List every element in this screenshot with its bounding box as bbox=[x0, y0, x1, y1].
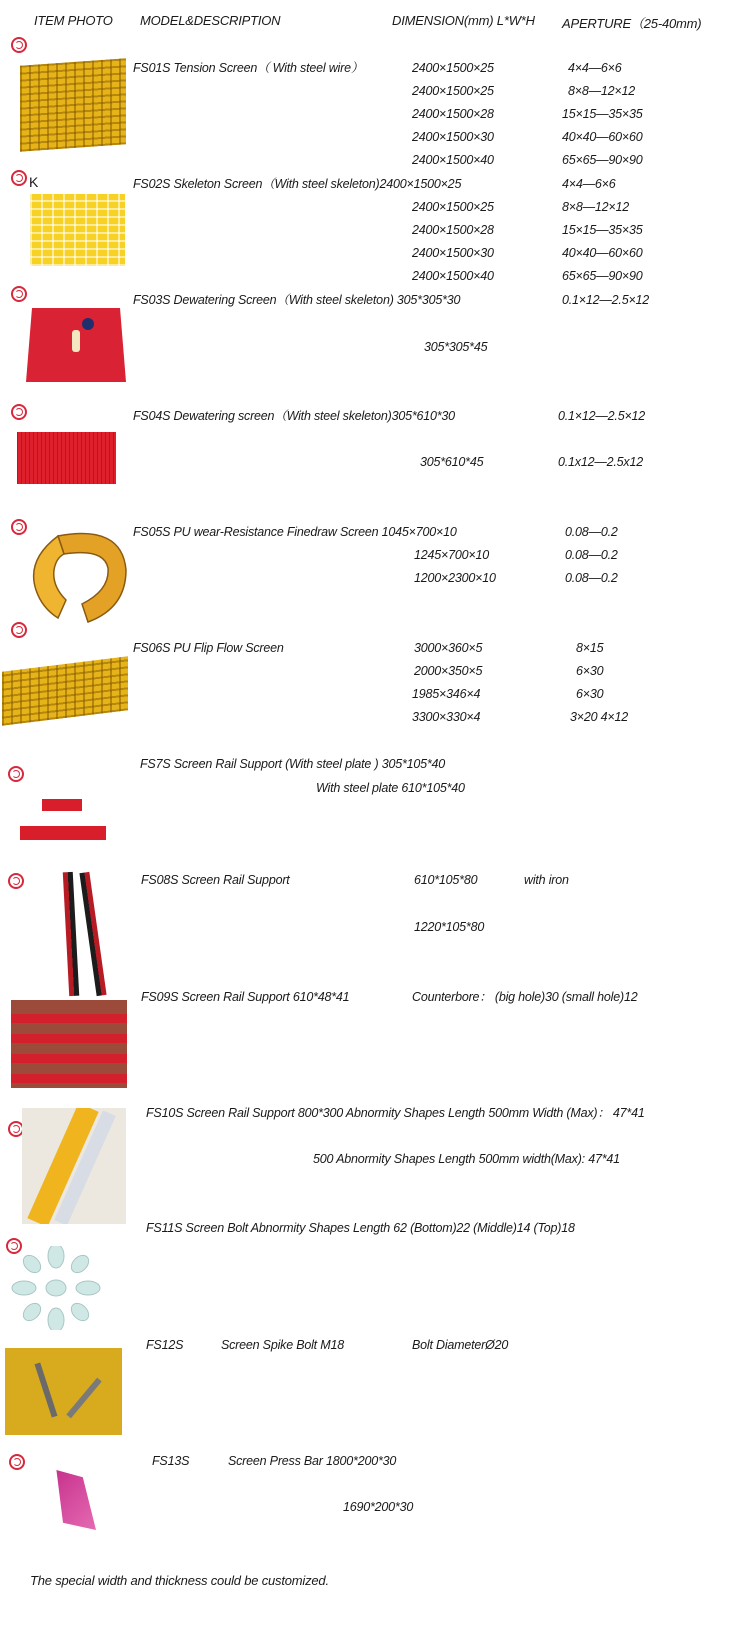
fs03-aperture: 0.1×12—2.5×12 bbox=[562, 293, 650, 307]
brand-logo-icon bbox=[8, 873, 24, 889]
rail-support-iron-photo bbox=[63, 872, 79, 996]
brand-logo-icon bbox=[11, 622, 27, 638]
brand-logo-icon bbox=[8, 766, 24, 782]
brand-logo-icon bbox=[11, 37, 27, 53]
fs02-dimension-5: 2400×1500×40 bbox=[412, 269, 494, 283]
fs10-line-2: 500 Abnormity Shapes Length 500mm width(Max): 47*41 bbox=[313, 1152, 620, 1166]
fs01-aperture-5: 65×65—90×90 bbox=[562, 153, 643, 167]
fs04-aperture-2: 0.1x12—2.5x12 bbox=[558, 455, 643, 469]
fs13-description: Screen Press Bar 1800*200*30 bbox=[228, 1454, 397, 1468]
skeleton-screen-photo bbox=[30, 194, 125, 266]
fs12-bolt-diameter: Bolt DiameterØ20 bbox=[412, 1338, 509, 1352]
fs01-aperture-1: 4×4—6×6 bbox=[568, 61, 622, 75]
fs05-aperture-1: 0.08—0.2 bbox=[565, 525, 618, 539]
fs02-dimension-2: 2400×1500×25 bbox=[412, 200, 494, 214]
fs06-aperture-4: 3×20 4×12 bbox=[570, 710, 628, 724]
fs03-description: FS03S Dewatering Screen（With steel skeleton) 305*305*30 bbox=[133, 293, 461, 307]
dewatering-screen-hole-photo bbox=[82, 318, 94, 330]
fs06-description: FS06S PU Flip Flow Screen bbox=[133, 641, 284, 655]
header-item-photo: ITEM PHOTO bbox=[34, 13, 113, 28]
fs01-dimension-4: 2400×1500×30 bbox=[412, 130, 494, 144]
fs01-aperture-2: 8×8—12×12 bbox=[568, 84, 636, 98]
brand-logo-icon bbox=[11, 404, 27, 420]
fs05-dimension-2: 1245×700×10 bbox=[414, 548, 489, 562]
tension-screen-photo bbox=[20, 58, 126, 151]
fs10-description: FS10S Screen Rail Support 800*300 Abnormity Shapes Length 500mm Width (Max)： 47*41 bbox=[146, 1106, 645, 1120]
fs07-description: FS7S Screen Rail Support (With steel plate ) 305*105*40 bbox=[140, 757, 446, 771]
footer-note: The special width and thickness could be customized. bbox=[30, 1573, 329, 1588]
fs02-aperture-5: 65×65—90×90 bbox=[562, 269, 643, 283]
header-model-description: MODEL&DESCRIPTION bbox=[140, 13, 281, 28]
header-dimension: DIMENSION(mm) L*W*H bbox=[392, 13, 535, 28]
fs02-aperture-1: 4×4—6×6 bbox=[562, 177, 616, 191]
fs01-description: FS01S Tension Screen（ With steel wire） bbox=[133, 61, 364, 75]
fs02-mark: K bbox=[29, 174, 39, 190]
dewatering-screen-panel-photo bbox=[17, 432, 116, 484]
fs01-dimension-5: 2400×1500×40 bbox=[412, 153, 494, 167]
fs06-dimension-3: 1985×346×4 bbox=[412, 687, 481, 701]
fs05-dimension-3: 1200×2300×10 bbox=[414, 571, 496, 585]
press-bar-photo bbox=[52, 1470, 96, 1530]
fs01-dimension-1: 2400×1500×25 bbox=[412, 61, 494, 75]
finedraw-screen-photo bbox=[28, 530, 130, 626]
fs06-dimension-1: 3000×360×5 bbox=[414, 641, 483, 655]
fs01-aperture-4: 40×40—60×60 bbox=[562, 130, 643, 144]
fs01-aperture-3: 15×15—35×35 bbox=[562, 107, 643, 121]
fs07-line-2: With steel plate 610*105*40 bbox=[316, 781, 465, 795]
fs05-aperture-2: 0.08—0.2 bbox=[565, 548, 618, 562]
fs06-dimension-2: 2000×350×5 bbox=[414, 664, 483, 678]
screen-bolt-photo bbox=[10, 1246, 102, 1330]
fs06-dimension-4: 3300×330×4 bbox=[412, 710, 481, 724]
fs08-description: FS08S Screen Rail Support bbox=[141, 873, 290, 887]
brand-logo-icon bbox=[11, 286, 27, 302]
fs01-dimension-2: 2400×1500×25 bbox=[412, 84, 494, 98]
fs09-counterbore: Counterbore： (big hole)30 (small hole)12 bbox=[412, 990, 638, 1004]
fs02-dimension-4: 2400×1500×30 bbox=[412, 246, 494, 260]
fs08-dimension-1: 610*105*80 bbox=[414, 873, 478, 887]
fs05-aperture-3: 0.08—0.2 bbox=[565, 571, 618, 585]
fs06-aperture-3: 6×30 bbox=[576, 687, 604, 701]
fs06-aperture-2: 6×30 bbox=[576, 664, 604, 678]
rail-support-stack-photo bbox=[11, 1000, 127, 1088]
fs09-description: FS09S Screen Rail Support 610*48*41 bbox=[141, 990, 350, 1004]
fs05-description: FS05S PU wear-Resistance Finedraw Screen 1045×700×10 bbox=[133, 525, 457, 539]
fs01-dimension-3: 2400×1500×28 bbox=[412, 107, 494, 121]
fs08-dimension-2: 1220*105*80 bbox=[414, 920, 485, 934]
header-aperture: APERTURE（25-40mm) bbox=[562, 16, 702, 31]
dewatering-screen-bolt-photo bbox=[72, 330, 80, 352]
flip-flow-screen-photo bbox=[2, 656, 128, 725]
rail-support-iron-photo bbox=[79, 872, 106, 996]
fs06-aperture-1: 8×15 bbox=[576, 641, 604, 655]
fs04-dimension-2: 305*610*45 bbox=[420, 455, 484, 469]
fs04-description: FS04S Dewatering screen（With steel skeleton)305*610*30 bbox=[133, 409, 455, 423]
fs02-dimension-3: 2400×1500×28 bbox=[412, 223, 494, 237]
rail-support-short-photo bbox=[42, 799, 82, 811]
fs12-code: FS12S bbox=[146, 1338, 184, 1352]
fs02-aperture-2: 8×8—12×12 bbox=[562, 200, 630, 214]
fs13-code: FS13S bbox=[152, 1454, 190, 1468]
brand-logo-icon bbox=[11, 170, 27, 186]
brand-logo-icon bbox=[9, 1454, 25, 1470]
fs03-dimension-2: 305*305*45 bbox=[424, 340, 488, 354]
fs08-note: with iron bbox=[524, 873, 569, 887]
fs02-aperture-3: 15×15—35×35 bbox=[562, 223, 643, 237]
fs11-description: FS11S Screen Bolt Abnormity Shapes Length 62 (Bottom)22 (Middle)14 (Top)18 bbox=[146, 1221, 575, 1235]
brand-logo-icon bbox=[11, 519, 27, 535]
fs12-description: Screen Spike Bolt M18 bbox=[221, 1338, 344, 1352]
abnormity-rail-photo bbox=[22, 1108, 126, 1224]
fs02-aperture-4: 40×40—60×60 bbox=[562, 246, 643, 260]
fs13-dimension-2: 1690*200*30 bbox=[343, 1500, 414, 1514]
rail-support-long-photo bbox=[20, 826, 106, 840]
spike-bolt-photo bbox=[5, 1348, 122, 1435]
fs02-description: FS02S Skeleton Screen（With steel skeleton)2400×1500×25 bbox=[133, 177, 462, 191]
fs04-aperture: 0.1×12—2.5×12 bbox=[558, 409, 646, 423]
